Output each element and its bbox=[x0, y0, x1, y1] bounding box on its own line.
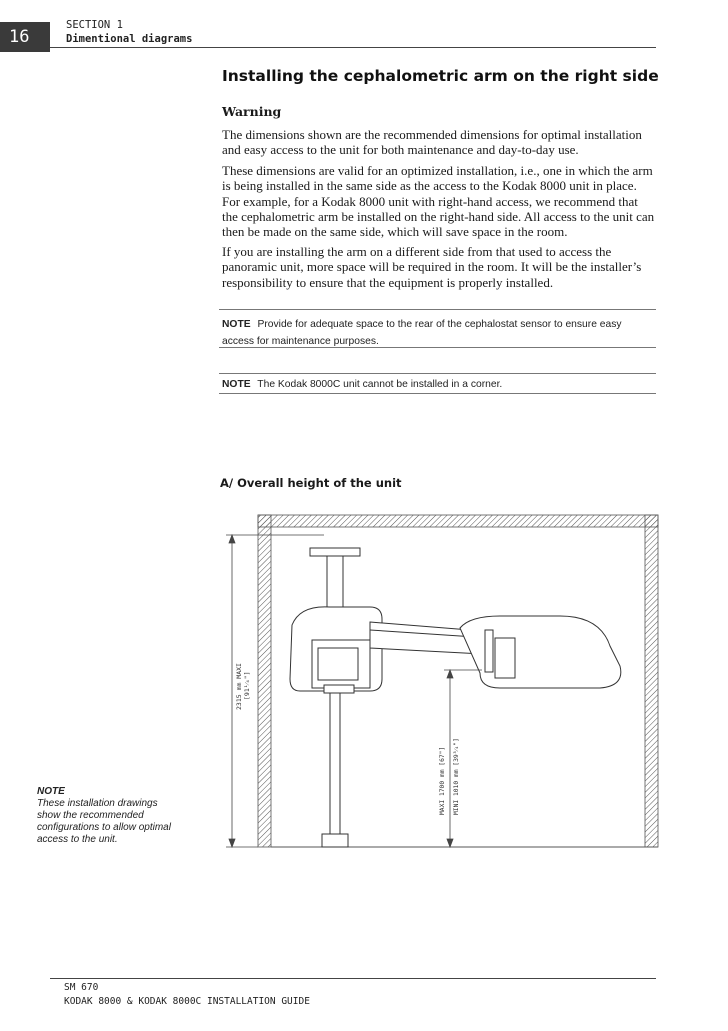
doc-code: SM 670 bbox=[64, 982, 99, 993]
section-label: SECTION 1 bbox=[66, 19, 123, 31]
paragraph-2: These dimensions are valid for an optimized installation, i.e., one in which the arm is being installed in the same side as the access to the Kodak 8000 unit in place. For example, for a Kodak 8000 unit with right-hand access, we recommend that the cephalometric arm be installed on the right-hand side. All access to the unit can then be made on the same side, which will save space in the room. bbox=[222, 163, 655, 240]
page-heading: Installing the cephalometric arm on the right side bbox=[222, 67, 659, 85]
note-label: NOTE bbox=[222, 319, 251, 330]
header-divider bbox=[50, 47, 656, 48]
sensor-height-max-label: MAXI 1700 mm [67"] bbox=[439, 746, 446, 815]
unit-column bbox=[310, 548, 360, 847]
note-corner bbox=[222, 376, 656, 393]
installation-diagram bbox=[220, 510, 666, 855]
note-divider bbox=[219, 347, 656, 348]
warning-label: Warning bbox=[222, 104, 282, 119]
total-height-label: 2315 mm MAXI bbox=[235, 663, 243, 710]
guide-title: KODAK 8000 & KODAK 8000C INSTALLATION GUIDE bbox=[64, 996, 310, 1007]
note-divider bbox=[219, 373, 656, 374]
side-note-text: These installation drawings show the recommended configurations to allow optimal access to the unit. bbox=[37, 798, 171, 845]
sensor-height-dimension bbox=[444, 670, 482, 847]
note-text: The Kodak 8000C unit cannot be installed in a corner. bbox=[257, 379, 503, 390]
note-divider bbox=[219, 309, 656, 310]
sensor-height-min-label: MINI 1010 mm [39³⁄₄"] bbox=[453, 738, 460, 815]
note-text: Provide for adequate space to the rear of the cephalostat sensor to ensure easy access for maintenance purposes. bbox=[222, 319, 622, 347]
cephalometric-arm bbox=[370, 616, 621, 688]
note-label: NOTE bbox=[222, 379, 251, 390]
paragraph-1: The dimensions shown are the recommended dimensions for optimal installation and easy access to the unit for both maintenance and day-to-day use. bbox=[222, 127, 642, 158]
paragraph-3: If you are installing the arm on a different side from that used to access the panoramic unit, more space will be required in the room. It will be the installer’s responsibility to ensure that the equipment is properly installed. bbox=[222, 244, 642, 290]
footer-divider bbox=[50, 978, 656, 979]
figure-title: A/ Overall height of the unit bbox=[220, 476, 402, 490]
note-divider bbox=[219, 393, 656, 394]
page-number: 16 bbox=[0, 22, 50, 52]
panoramic-head bbox=[290, 607, 382, 693]
section-title: Dimentional diagrams bbox=[66, 33, 193, 45]
side-note-title: NOTE bbox=[37, 786, 65, 797]
note-rear-space bbox=[222, 316, 656, 350]
side-note bbox=[37, 786, 177, 846]
total-height-inches: [91¹⁄₄"] bbox=[243, 671, 251, 700]
